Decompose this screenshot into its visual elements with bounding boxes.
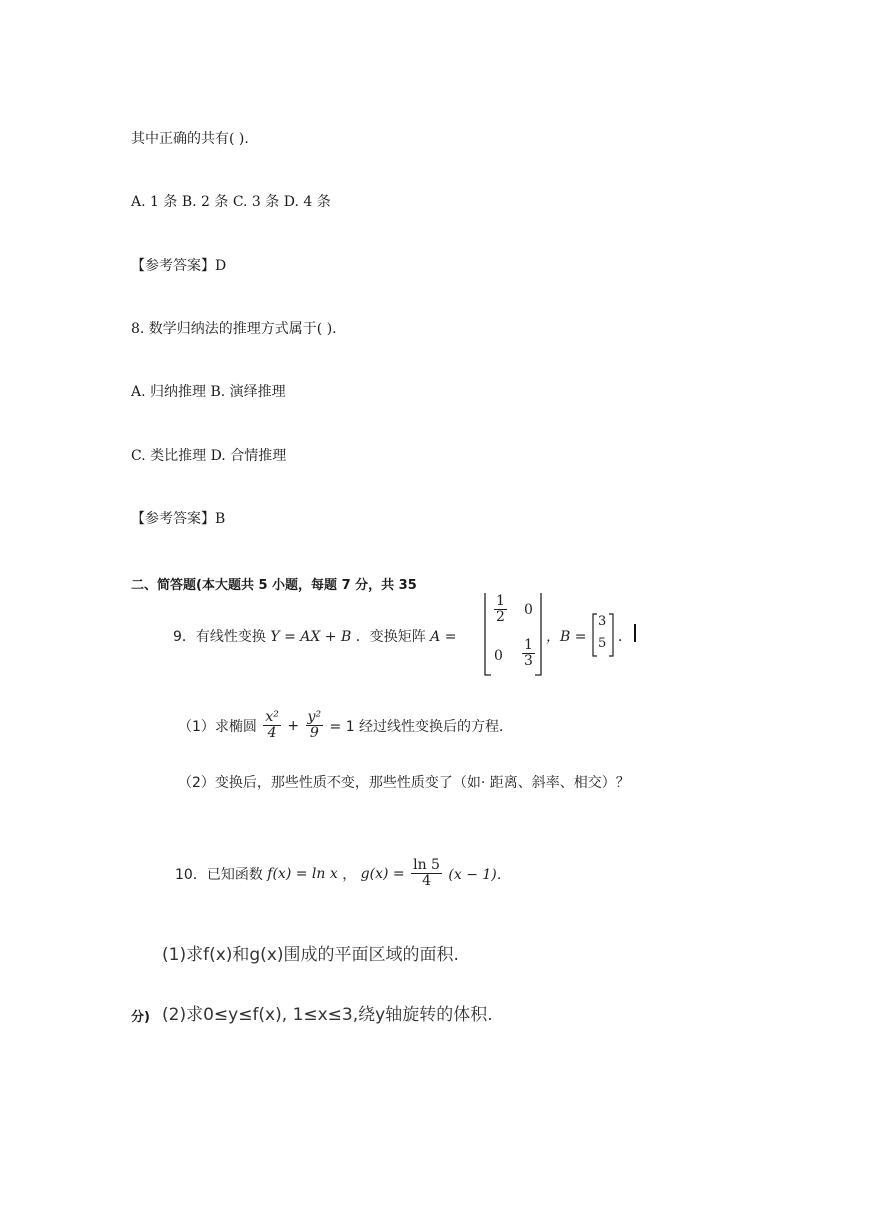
a11: $\frac{1}{2}$ [496,593,505,626]
frac-x2-4: $\frac{\text{x²}}{4}$ [265,709,279,742]
q9-p1-prefix: （1）求椭圆 [178,718,257,735]
q9-line [173,626,456,646]
section-heading: 二、简答题(本大题共 5 小题，每题 7 分，共 35 [131,578,417,593]
frac-ln5-4: $\frac{\ln 5}{4}$ [413,857,440,890]
b2: 5 [598,636,607,651]
q10-prefix: 10．已知函数 [175,866,263,883]
q9-equation: Y = AX + B [270,629,352,645]
options-8-cd: C. 类比推理 D. 合情推理 [131,448,287,464]
line-answer-8: 【参考答案】B [131,511,226,527]
line-answer-7: 【参考答案】D [131,258,227,274]
q9-p1-suffix: = 1 经过线性变换后的方程． [329,718,514,735]
q9-a-label: A = [430,629,457,645]
options-8-ab: A. 归纳推理 B. 演绎推理 [131,384,286,400]
q10-part1: (1)求f(x)和g(x)围成的平面区域的面积. [162,945,459,965]
q10-sep: ， [342,866,357,883]
a21: 0 [494,648,503,664]
plus-sign: + [287,717,300,734]
q9-part2: （2）变换后，那些性质不变，那些性质变了（如· 距离、斜率、相交）？ [178,775,630,791]
q9-prefix: 9．有线性变换 [173,629,266,645]
q9-b-label: ，B = [546,629,587,645]
matrix-a [482,590,544,678]
q9-part1 [178,710,513,742]
q10-part2: (2)求0≤y≤f(x), 1≤x≤3,绕y轴旋转的体积. [162,1005,493,1025]
matrix-b [590,612,616,658]
line-correct-count: 其中正确的共有( ). [131,131,249,147]
a12: 0 [524,602,533,618]
frac-y2-9: $\frac{\text{y²}}{9}$ [307,709,322,742]
question-8: 8. 数学归纳法的推理方式属于( ). [131,321,337,337]
q10-line [175,858,511,890]
q9-mid: ．变换矩阵 [355,629,426,645]
line-options-7: A. 1 条 B. 2 条 C. 3 条 D. 4 条 [131,194,331,210]
b1: 3 [598,614,607,629]
cursor-mark [634,624,636,642]
q10-g-tail: (x − 1)． [448,866,511,883]
q10-f: f(x) = ln x [267,865,338,882]
q9-end: ． [618,629,632,645]
a22: $\frac{1}{3}$ [524,637,533,670]
section-tail: 分) [131,1010,150,1025]
q10-g: g(x) = [360,865,405,882]
